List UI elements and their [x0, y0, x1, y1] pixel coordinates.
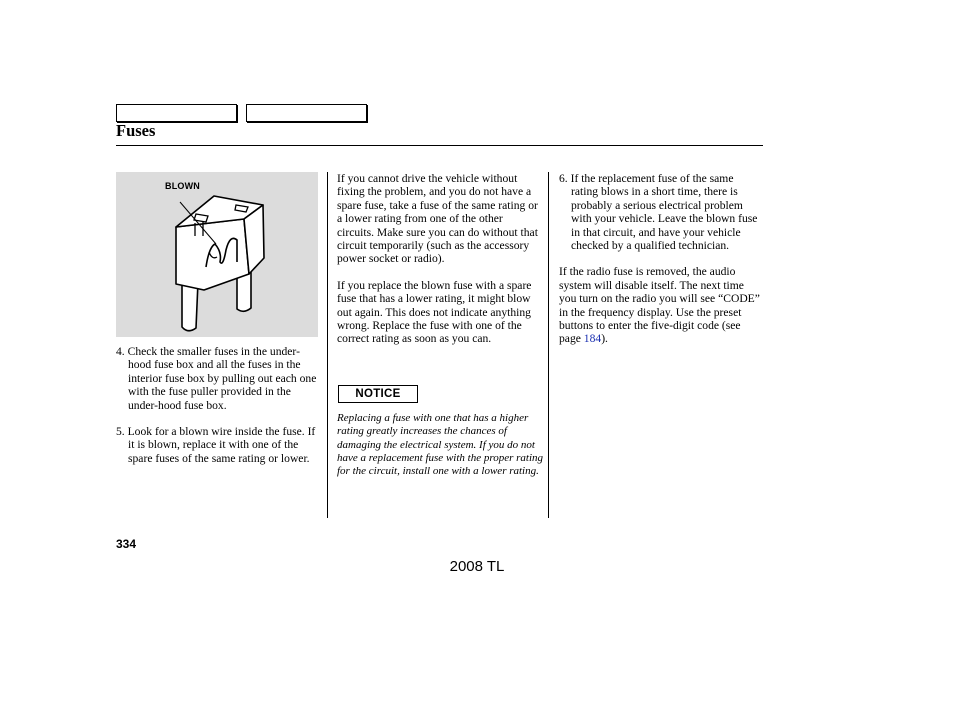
title-rule [116, 145, 763, 146]
page-reference-link[interactable]: 184 [583, 332, 602, 346]
column-2 [337, 172, 542, 346]
step-4: 4. Check the smaller fuses in the under-hood fuse box and all the fuses in the interior fuse box by pulling out each one with the fuse puller provided in the under-hood fuse box. [116, 345, 317, 412]
blown-fuse-illustration [116, 172, 318, 337]
figure-label: BLOWN [165, 181, 200, 191]
radio-fuse-text-end: ). [601, 332, 608, 346]
fuse-drawing [116, 172, 318, 337]
page-number: 334 [116, 537, 137, 551]
no-spare-paragraph: If you cannot drive the vehicle without fixing the problem, and you do not have a spare fuse, take a fuse of the same rating or a lower rating from one of the other circuits. Make sure you can do without that circuit temporarily (such as the accessory power socket or radio). [337, 172, 538, 266]
page-title: Fuses [116, 121, 156, 140]
notice-badge: NOTICE [338, 385, 418, 403]
column-divider-2 [548, 172, 549, 518]
column-divider-1 [327, 172, 328, 518]
lower-rating-paragraph: If you replace the blown fuse with a spare fuse that has a lower rating, it might blow out again. This does not indicate anything wrong. Replace the fuse with one of the correct rating as soon as you can. [337, 278, 532, 346]
model-footer: 2008 TL [449, 558, 505, 575]
notice-text: Replacing a fuse with one that has a higher rating greatly increases the chances of damaging the electrical system. If you do not have a replacement fuse with the proper rating for the circuit, install one with a lower rating. [337, 412, 544, 478]
step-6: 6. If the replacement fuse of the same rating blows in a short time, there is probably a serious electrical problem with your vehicle. Leave the blown fuse in that circuit, and have your vehicle checked by a qualified technician. [559, 172, 758, 253]
nav-tab-box-2[interactable] [246, 104, 367, 122]
column-1 [116, 345, 320, 465]
nav-tab-box-1[interactable] [116, 104, 237, 122]
column-3 [559, 172, 763, 346]
step-5: 5. Look for a blown wire inside the fuse. If it is blown, replace it with one of the spare fuses of the same rating or lower. [116, 425, 316, 465]
radio-fuse-paragraph [559, 265, 763, 345]
radio-fuse-text: If the radio fuse is removed, the audio system will disable itself. The next time you turn on the radio you will see “CODE” in the frequency display. Use the preset buttons to enter the five-digit code (see page [559, 265, 760, 346]
